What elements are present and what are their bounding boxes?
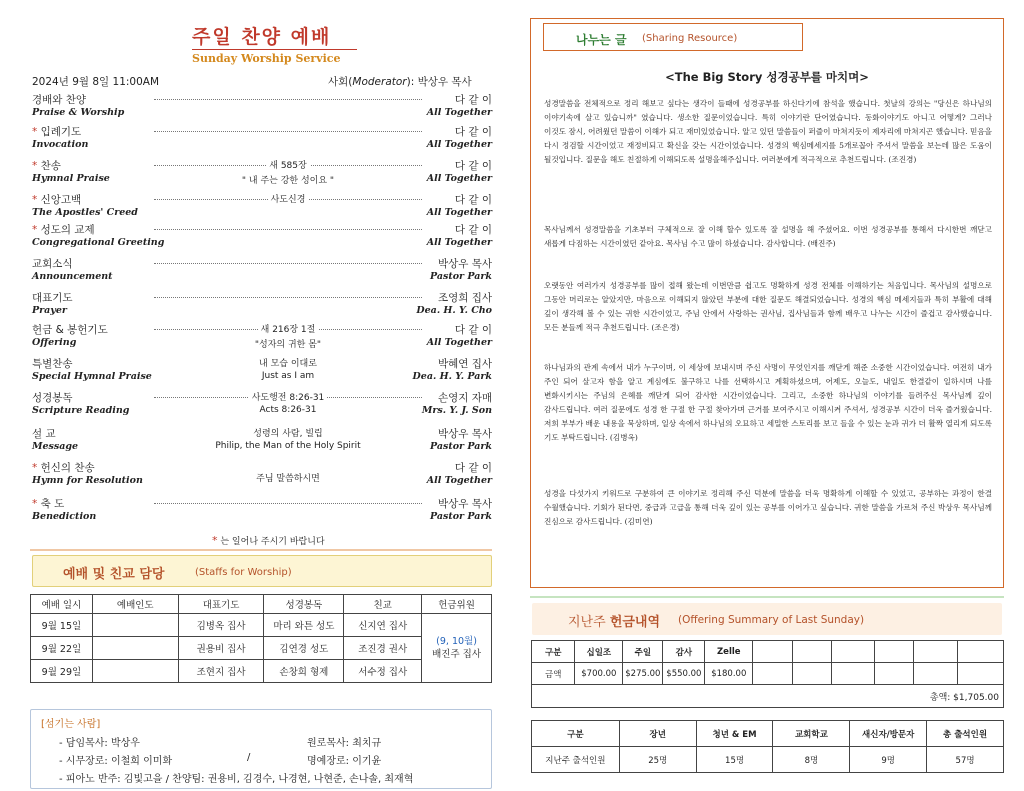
leader-dots xyxy=(154,263,422,264)
servants-box: [섬기는 사람] - 담임목사: 박상우 원로목사: 최치규 - 시무장로: 이철희 이미화 / 명예장로: 이기윤 - 피아노 반주: 김빛고을 / 찬양팀: 권용비, 김경수, 나경현, 나현준, 손나솔, 최재혁 xyxy=(30,709,492,789)
table-header: 헌금위원 xyxy=(422,595,492,614)
sharing-header: 나누는 글 (Sharing Resource) xyxy=(543,23,803,51)
leader-dots xyxy=(154,297,422,298)
table-row: 지난주 출석인원 25명 15명 8명 9명 57명 xyxy=(532,747,1004,773)
table-header-row: 구분 장년 청년 & EM 교회학교 새신자/방문자 총 출석인원 xyxy=(532,721,1004,747)
testimony-paragraph: 성경을 다섯가지 키워드로 구분하여 큰 이야기로 정리해 주신 덕분에 말씀을 더욱 명확하게 이해할 수 있었고, 공부하는 과정이 한결 수월했습니다. 기회가 된다면, 중급과 고급을 통해 더욱 깊이 있는 공부를 이어가고 싶습니다. 귀한 말씀을 가르쳐 주신 박상우 목사님께 진심으로 감사드립니다. (김미연) xyxy=(544,489,992,526)
leader-dots xyxy=(154,99,422,100)
sharing-section xyxy=(530,18,1004,588)
table-row: 9월 22일 권용비 집사 김연경 성도 조진경 권사 xyxy=(31,637,492,660)
order-item-scripture: 성경봉독 Scripture Reading 사도행전 8:26-31 Acts 8:26-31 손영지 자매 Mrs. Y. J. Son xyxy=(32,392,492,416)
order-item-benediction: * 축 도 Benediction 박상우 목사 Pastor Park xyxy=(32,498,492,522)
order-item-invocation: * 입례기도 Invocation 다 같 이 All Together xyxy=(32,126,492,150)
sharing-title: <The Big Story 성경공부를 마치며> xyxy=(665,70,869,84)
table-header-row: 구분 십일조 주일 감사 Zelle xyxy=(532,641,1004,663)
testimony-paragraph: 목사님께서 성경말씀을 기초부터 구체적으로 잘 이해 할수 있도록 잘 설명을 해 주셨어요. 이번 성경공부를 통해서 다시한번 깨닫고 새롭게 다짐하는 시간이였던 같아요. 목사님 수고 많이 하셨습니다. 감사합니다. (배진주) xyxy=(544,225,992,248)
attendance-table xyxy=(531,720,1004,773)
table-row: 금액 $700.00 $275.00 $550.00 $180.00 xyxy=(532,663,1004,685)
table-header: 친교 xyxy=(344,595,422,614)
order-item-offering: 헌금 & 봉헌기도 Offering 새 216장 1절 "성자의 귀한 몸" 다 같 이 All Together xyxy=(32,324,492,350)
page-subtitle: Sunday Worship Service xyxy=(192,52,341,65)
leader-dots xyxy=(154,503,422,504)
order-item-hymn: * 찬송 Hymnal Praise 새 585장 " 내 주는 강한 성이요 " 다 같 이 All Together xyxy=(32,160,492,186)
order-item-message: 설 교 Message 성령의 사람, 빌립 Philip, the Man of the Holy Spirit 박상우 목사 Pastor Park xyxy=(32,428,492,452)
table-header: 예배 일시 xyxy=(31,595,93,614)
stand-asterisk: * xyxy=(32,194,41,206)
order-item-announcement: 교회소식 Announcement 박상우 목사 Pastor Park xyxy=(32,258,492,282)
leader-dots xyxy=(154,229,422,230)
stand-asterisk: * xyxy=(32,498,41,510)
table-header: 대표기도 xyxy=(178,595,264,614)
offering-committee: (9, 10월) 배진주 집사 xyxy=(422,614,492,683)
stand-asterisk: * xyxy=(32,462,41,474)
order-item-special-hymn: 특별찬송 Special Hymnal Praise 내 모습 이대로 Just as I am 박혜연 집사 Dea. H. Y. Park xyxy=(32,358,492,382)
stand-asterisk: * xyxy=(212,534,218,547)
stand-note: * 는 일어나 주시기 바랍니다 xyxy=(212,534,325,547)
stand-asterisk: * xyxy=(32,126,41,138)
offering-total: 총액: $1,705.00 xyxy=(532,685,1004,708)
table-header-row xyxy=(31,595,492,614)
table-header: 예배인도 xyxy=(92,595,178,614)
title-underline xyxy=(192,49,357,50)
testimony-paragraph: 성경말씀을 전체적으로 정리 해보고 싶다는 생각이 들때에 성경공부를 하신다기에 참석을 했습니다. 첫날의 강의는 "당신은 하나님의 이야기속에 살고 있습니까" 였습니다. 생소한 질문이었습니다. 특히 이야기란 단어였습니다. 동화이야기도 아니고 어떻게? 그러나 이것도 잠시, 어려웠던 말씀이 이해가 되고 재미있었습니다. 알고 있던 말씀들이 퍼즐이 마쳐지듯이 제자리에 마쳐지곤 했습니다. 믿음을 다시 정검할 시간이었고 재정비되고 확신을 갖는 시간이었습니다. 성경의 핵심메세지를 5개로꼽아 주셔서 말씀을 보는데 많은 도움이 될것입니다. 질문을 해도 친절하게 이해되도록 설명을해주십니다. 여러분에게 적극적으로 추천드립니다. (조진경) xyxy=(544,99,992,164)
table-header: 성경봉독 xyxy=(264,595,344,614)
section-divider xyxy=(530,596,1004,598)
offering-section-header: 지난주 헌금내역 (Offering Summary of Last Sunday) xyxy=(532,603,1002,635)
table-row: 9월 15일 김병옥 집사 마리 와튼 성도 신지연 집사 (9, 10월) 배진주 집사 xyxy=(31,614,492,637)
table-row xyxy=(532,685,1004,708)
moderator-line: 사회(Moderator): 박상우 목사 xyxy=(328,76,472,88)
leader-dots xyxy=(154,131,422,132)
stand-asterisk: * xyxy=(32,160,41,172)
offering-table xyxy=(531,640,1004,708)
order-item-praise: 경배와 찬양 Praise & Worship 다 같 이 All Together xyxy=(32,94,492,118)
service-date: 2024년 9월 8일 11:00AM xyxy=(32,76,160,88)
staff-section-header: 예배 및 친교 담당 (Staffs for Worship) xyxy=(32,555,492,587)
order-item-greeting: * 성도의 교제 Congregational Greeting 다 같 이 All Together xyxy=(32,224,492,248)
order-item-creed: * 신앙고백 The Apostles' Creed 사도신경 다 같 이 All Together xyxy=(32,194,492,218)
section-divider xyxy=(30,549,492,551)
staff-table xyxy=(30,594,492,683)
testimony-paragraph: 오랫동안 여러가지 성경공부를 많이 접해 왔는데 이번만큼 쉽고도 명확하게 성경 전체를 이해하기는 처음입니다. 목사님의 설명으로 그동안 머리로는 알았지만, 마음으로 이해되지 않았던 부분에 대한 질문도 해결되었습니다. 성경의 핵심 메세지들과 특히 부활에 대해 깊이 생각해 볼 수 있는 귀한 시간이었고, 주님 안에서 사랑하는 권사님, 집사님들과 함께 배우고 나누는 시간이 즐겁고 감사했습니다. 모든 분들께 적극 추천드립니다. (조은경) xyxy=(544,281,992,332)
stand-asterisk: * xyxy=(32,224,41,236)
table-row: 9월 29일 조현지 집사 손창희 형제 서수정 집사 xyxy=(31,660,492,683)
testimony-paragraph: 하나님과의 관계 속에서 내가 누구이며, 이 세상에 보내시며 주신 사명이 무엇인지를 깨닫게 해준 소중한 시간이었습니다. 여전히 내가 주인 되어 살고자 함을 알고 계심에도 불구하고 나를 선택하시고 계획하셨으며, 어제도, 오늘도, 내일도 한결같이 일하시며 나를 변화시키시는 주님의 은혜를 깨닫게 되어 감사한 시간이었습니다. 그리고, 소중한 하나님의 이야기를 들려주신 목사님께 깊이 감사드립니다. 여러 질문에도 성경 한 구절 한 구절 찾아가며 근거를 보여주시고 이해시켜 주셔서, 성경공부 시간이 더욱 즐거웠습니다. 저희 부부가 배운 내용을 묵상하며, 일상 속에서 하나님의 오묘하고 세밀한 스토리를 보고 들을 수 있는 눈과 귀가 더 활짝 열리게 되도록 기도 부탁드립니다. (김병옥) xyxy=(544,363,992,442)
order-item-prayer: 대표기도 Prayer 조영희 집사 Dea. H. Y. Cho xyxy=(32,292,492,316)
page-title: 주일 찬양 예배 xyxy=(192,26,332,48)
order-item-resolution-hymn: * 헌신의 찬송 Hymn for Resolution 주님 말씀하시면 다 같 이 All Together xyxy=(32,462,492,486)
